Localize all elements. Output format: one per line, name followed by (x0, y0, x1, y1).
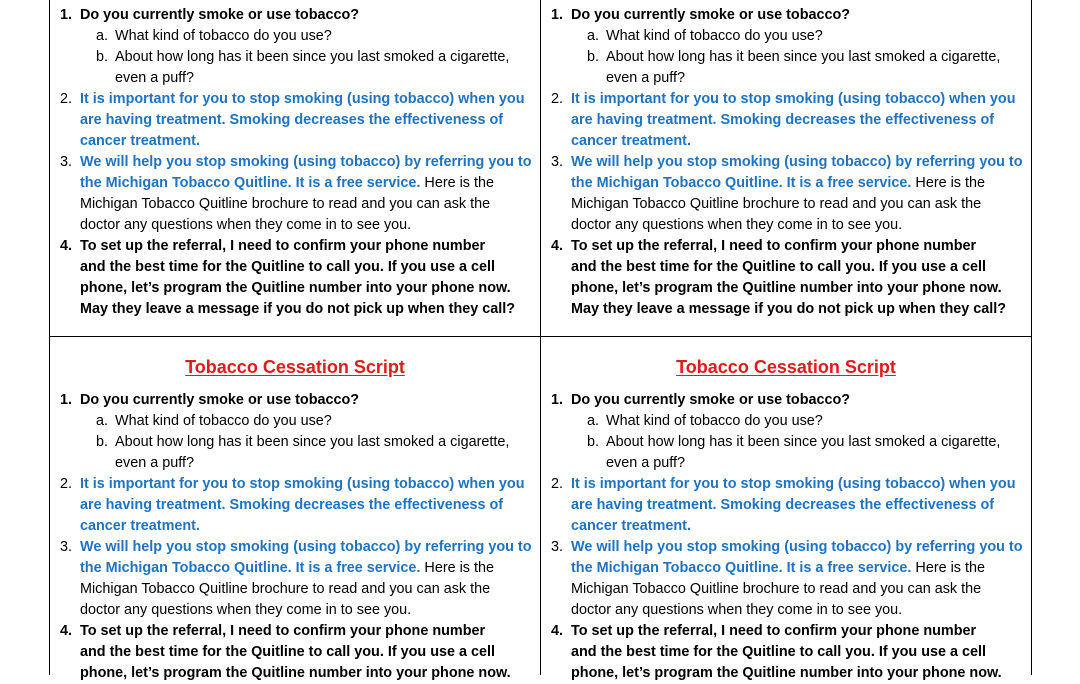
card-title: Tobacco Cessation Script (185, 357, 405, 377)
line-text: phone, let’s program the Quitline number into your phone now. (80, 280, 511, 296)
list-number: 2. (551, 91, 564, 107)
script-line (551, 537, 1022, 558)
line-text: the Michigan Tobacco Quitline. It is a free service. (80, 560, 421, 576)
line-text: May they leave a message if you do not pick up when they call? (80, 301, 516, 317)
list-number: b. (96, 49, 109, 65)
list-number: a. (96, 413, 109, 429)
line-text: are having treatment. Smoking decreases the effectiveness of (571, 497, 995, 513)
line-text: the Michigan Tobacco Quitline. It is a free service. (571, 560, 912, 576)
script-line (571, 495, 994, 516)
line-text: doctor any questions when they come in to see you. (80, 602, 412, 618)
line-text: What kind of tobacco do you use? (115, 413, 332, 429)
line-text: About how long has it been since you last smoked a cigarette, (606, 434, 1001, 450)
script-line (96, 432, 509, 453)
line-text: doctor any questions when they come in to see you. (571, 217, 903, 233)
line-text: It is important for you to stop smoking (using tobacco) when you (571, 476, 1016, 492)
script-line (60, 621, 485, 642)
line-text: are having treatment. Smoking decreases the effectiveness of (80, 112, 504, 128)
list-number: 4. (60, 238, 73, 254)
line-text: even a puff? (115, 455, 194, 471)
list-number: 2. (60, 91, 73, 107)
line-text: To set up the referral, I need to confirm your phone number (80, 623, 486, 639)
line-text: the Michigan Tobacco Quitline. It is a free service. (571, 175, 912, 191)
script-line (80, 663, 511, 684)
line-text: and the best time for the Quitline to call you. If you use a cell (571, 259, 987, 275)
line-text: About how long has it been since you last smoked a cigarette, (606, 49, 1001, 65)
script-line (571, 663, 1002, 684)
line-text: Michigan Tobacco Quitline brochure to read and you can ask the (571, 196, 982, 212)
line-text: What kind of tobacco do you use? (606, 413, 823, 429)
script-line (60, 474, 525, 495)
line-text: What kind of tobacco do you use? (606, 28, 823, 44)
line-text: To set up the referral, I need to confirm your phone number (80, 238, 486, 254)
script-line (571, 600, 902, 621)
script-line (80, 600, 411, 621)
script-line (551, 474, 1016, 495)
list-number: 1. (551, 392, 564, 408)
line-text: What kind of tobacco do you use? (115, 28, 332, 44)
list-number: b. (587, 49, 600, 65)
line-text: To set up the referral, I need to confirm your phone number (571, 623, 977, 639)
list-number: 4. (551, 623, 564, 639)
line-text-tail: Here is the (911, 560, 986, 576)
list-number: a. (587, 413, 600, 429)
script-line (587, 432, 1000, 453)
line-text: even a puff? (606, 70, 685, 86)
line-text: cancer treatment. (80, 133, 200, 149)
script-line (80, 642, 495, 663)
list-number: 3. (60, 154, 73, 170)
script-line (60, 537, 531, 558)
line-text-tail: Here is the (420, 560, 495, 576)
line-text: phone, let’s program the Quitline number into your phone now. (571, 665, 1002, 681)
line-text: even a puff? (606, 455, 685, 471)
script-line (571, 516, 691, 537)
list-number: 4. (60, 623, 73, 639)
line-text: Do you currently smoke or use tobacco? (80, 7, 360, 23)
list-number: b. (96, 434, 109, 450)
script-line (80, 516, 200, 537)
line-text: phone, let’s program the Quitline number into your phone now. (571, 280, 1002, 296)
script-line (551, 390, 850, 411)
line-text: phone, let’s program the Quitline number into your phone now. (80, 665, 511, 681)
script-line (80, 579, 490, 600)
line-text: are having treatment. Smoking decreases the effectiveness of (80, 497, 504, 513)
card-title: Tobacco Cessation Script (676, 357, 896, 377)
list-number: b. (587, 434, 600, 450)
script-line (571, 642, 986, 663)
line-text: Do you currently smoke or use tobacco? (80, 392, 360, 408)
line-text: To set up the referral, I need to confirm your phone number (571, 238, 977, 254)
line-text: cancer treatment. (571, 133, 691, 149)
line-text: and the best time for the Quitline to call you. If you use a cell (80, 259, 496, 275)
line-text: and the best time for the Quitline to call you. If you use a cell (571, 644, 987, 660)
list-number: 4. (551, 238, 564, 254)
line-text: About how long has it been since you last smoked a cigarette, (115, 434, 510, 450)
list-number: 1. (551, 7, 564, 23)
script-line (115, 453, 194, 474)
line-text: It is important for you to stop smoking (using tobacco) when you (80, 91, 525, 107)
line-text: and the best time for the Quitline to call you. If you use a cell (80, 644, 496, 660)
list-number: 2. (551, 476, 564, 492)
line-text: even a puff? (115, 70, 194, 86)
script-line (571, 558, 985, 579)
line-text: are having treatment. Smoking decreases the effectiveness of (571, 112, 995, 128)
script-line (80, 495, 503, 516)
line-text: It is important for you to stop smoking (using tobacco) when you (80, 476, 525, 492)
list-number: 3. (551, 154, 564, 170)
line-text: cancer treatment. (80, 518, 200, 534)
line-text: doctor any questions when they come in to see you. (571, 602, 903, 618)
script-line (60, 390, 359, 411)
script-line (571, 579, 981, 600)
line-text: It is important for you to stop smoking (using tobacco) when you (571, 91, 1016, 107)
line-text: Michigan Tobacco Quitline brochure to read and you can ask the (80, 196, 491, 212)
line-text-tail: Here is the (911, 175, 986, 191)
line-text: We will help you stop smoking (using tobacco) by referring you to (80, 154, 532, 170)
script-line (606, 453, 685, 474)
line-text: Michigan Tobacco Quitline brochure to read and you can ask the (80, 581, 491, 597)
script-line (587, 411, 823, 432)
line-text-tail: Here is the (420, 175, 495, 191)
list-number: 1. (60, 392, 73, 408)
script-card (50, 0, 540, 681)
line-text: Michigan Tobacco Quitline brochure to read and you can ask the (571, 581, 982, 597)
line-text: the Michigan Tobacco Quitline. It is a free service. (80, 175, 421, 191)
list-number: 3. (60, 539, 73, 555)
list-number: 2. (60, 476, 73, 492)
script-line (551, 621, 976, 642)
right-border (1031, 0, 1032, 675)
line-text: We will help you stop smoking (using tobacco) by referring you to (80, 539, 532, 555)
list-number: 1. (60, 7, 73, 23)
line-text: cancer treatment. (571, 518, 691, 534)
line-text: Do you currently smoke or use tobacco? (571, 7, 851, 23)
line-text: doctor any questions when they come in to see you. (80, 217, 412, 233)
script-line (96, 411, 332, 432)
list-number: a. (96, 28, 109, 44)
script-line (80, 558, 494, 579)
list-number: 3. (551, 539, 564, 555)
script-card (541, 0, 1031, 681)
line-text: May they leave a message if you do not pick up when they call? (571, 301, 1007, 317)
list-number: a. (587, 28, 600, 44)
line-text: Do you currently smoke or use tobacco? (571, 392, 851, 408)
line-text: We will help you stop smoking (using tobacco) by referring you to (571, 154, 1023, 170)
line-text: We will help you stop smoking (using tobacco) by referring you to (571, 539, 1023, 555)
line-text: About how long has it been since you last smoked a cigarette, (115, 49, 510, 65)
